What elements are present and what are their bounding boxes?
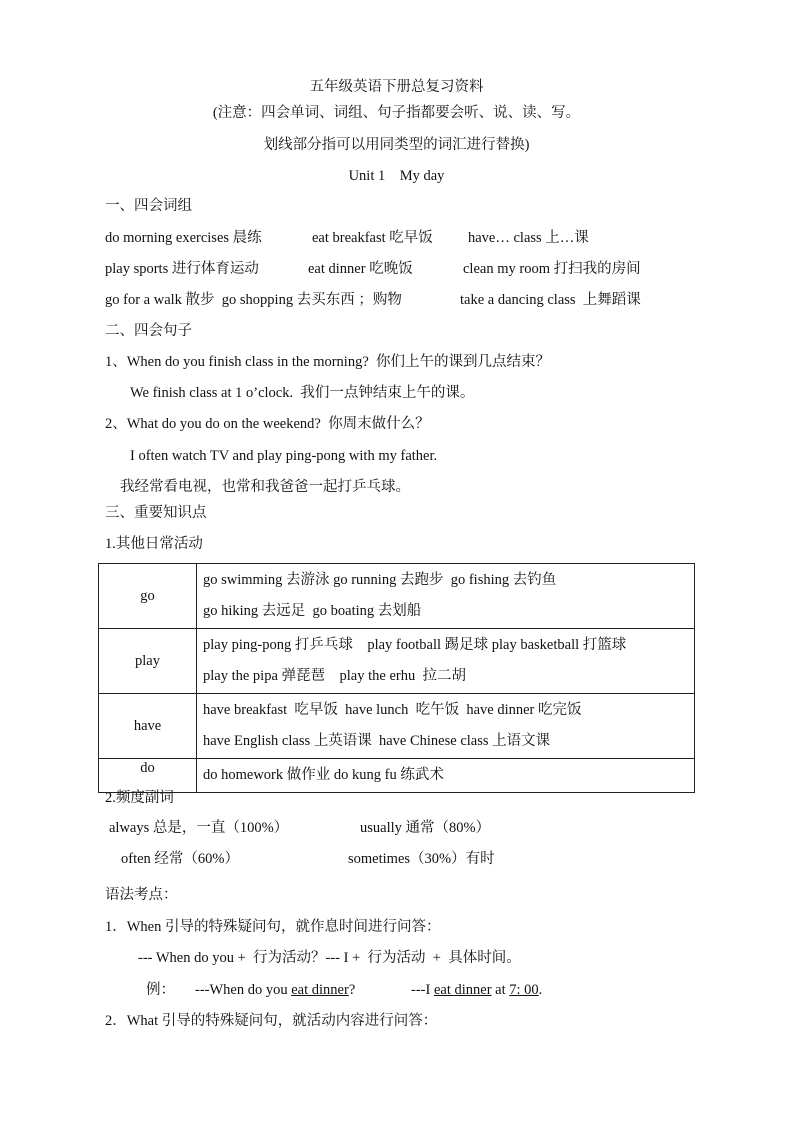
example-line: go swimming 去游泳 go running 去跑步 go fishing 去钓鱼 (203, 572, 557, 588)
replaceable-time: 7: 00 (509, 982, 539, 998)
example-line: play the pipa 弹琵琶 play the erhu 拉二胡 (203, 668, 466, 684)
sentences-heading: 二、四会句子 (105, 323, 192, 339)
grammar-heading: 语法考点： (105, 887, 178, 903)
phrase-item: do morning exercises 晨练 (105, 230, 262, 246)
example-line: have English class 上英语课 have Chinese class 上语文课 (203, 733, 551, 749)
table-row (99, 564, 695, 629)
frequency-subheading: 2.频度副词 (105, 790, 174, 806)
frequency-item: usually 通常（80%） (360, 820, 491, 836)
unit-title: Unit 1 My day (348, 168, 445, 184)
phrase-item: eat breakfast 吃早饭 (312, 230, 433, 246)
examples-cell (197, 759, 695, 793)
replaceable-phrase: eat dinner (433, 982, 492, 998)
header-note-1: (注意：四会单词、词组、句子指都要会听、说、读、写。 (212, 105, 581, 121)
header-note-2: 划线部分指可以用同类型的词汇进行替换) (263, 137, 530, 153)
verb-cell: go (99, 564, 197, 629)
example-line: play ping-pong 打乒乓球 play football 踢足球 play basketball 打篮球 (203, 637, 627, 653)
phrase-item: clean my room 打扫我的房间 (463, 261, 641, 277)
phrase-item: take a dancing class 上舞蹈课 (460, 292, 641, 308)
example-line: do homework 做作业 do kung fu 练武术 (203, 767, 444, 783)
example-question (195, 980, 355, 1000)
sentence-question-2: 2、What do you do on the weekend? 你周末做什么？ (105, 416, 430, 432)
grammar-point-2: 2．What 引导的特殊疑问句，就活动内容进行问答： (105, 1013, 438, 1029)
example-answer (411, 980, 542, 1000)
phrases-heading: 一、四会词组 (105, 198, 192, 214)
frequency-item: always 总是，一直（100%） (109, 820, 289, 836)
verb-cell: play (99, 629, 197, 694)
phrase-item: have… class 上…课 (468, 230, 589, 246)
phrase-item: play sports 进行体育运动 (105, 261, 259, 277)
frequency-item: often 经常（60%） (121, 851, 239, 867)
table-row (99, 629, 695, 694)
phrase-item: go for a walk 散步 go shopping 去买东西 ；购物 (105, 292, 402, 308)
example-label: 例： (146, 982, 175, 998)
example-line: have breakfast 吃早饭 have lunch 吃午饭 have dinner 吃完饭 (203, 702, 582, 718)
knowledge-heading: 三、重要知识点 (105, 505, 207, 521)
activities-table (98, 563, 695, 793)
example-line: go hiking 去远足 go boating 去划船 (203, 603, 422, 619)
example-question-text: ---When do you (195, 982, 292, 998)
example-answer-text: at (491, 982, 510, 998)
example-answer-period: . (538, 982, 543, 998)
examples-cell (197, 694, 695, 759)
verb-cell: have (99, 694, 197, 759)
table-row (99, 694, 695, 759)
grammar-pattern: --- When do you + 行为活动？--- I + 行为活动 + 具体时间。 (138, 950, 521, 966)
verb-cell: do (99, 759, 197, 793)
grammar-point-1: 1．When 引导的特殊疑问句，就作息时间进行问答： (105, 919, 441, 935)
example-question-mark: ? (348, 982, 356, 998)
examples-cell (197, 564, 695, 629)
sentence-question-1: 1、When do you finish class in the morning? 你们上午的课到几点结束？ (105, 354, 551, 370)
sentence-answer-2: I often watch TV and play ping-pong with my father. (130, 448, 438, 464)
phrase-item: eat dinner 吃晚饭 (308, 261, 413, 277)
examples-cell (197, 629, 695, 694)
example-answer-text: ---I (411, 982, 434, 998)
replaceable-phrase: eat dinner (291, 982, 349, 998)
sentence-answer-1: We finish class at 1 o’clock. 我们一点钟结束上午的课。 (130, 385, 475, 401)
sentence-answer-2-translation: 我经常看电视，也常和我爸爸一起打乒乓球。 (120, 479, 410, 495)
activities-subheading: 1.其他日常活动 (105, 536, 203, 552)
frequency-item: sometimes（30%）有时 (348, 851, 495, 867)
table-row (99, 759, 695, 793)
document-title: 五年级英语下册总复习资料 (309, 79, 484, 95)
